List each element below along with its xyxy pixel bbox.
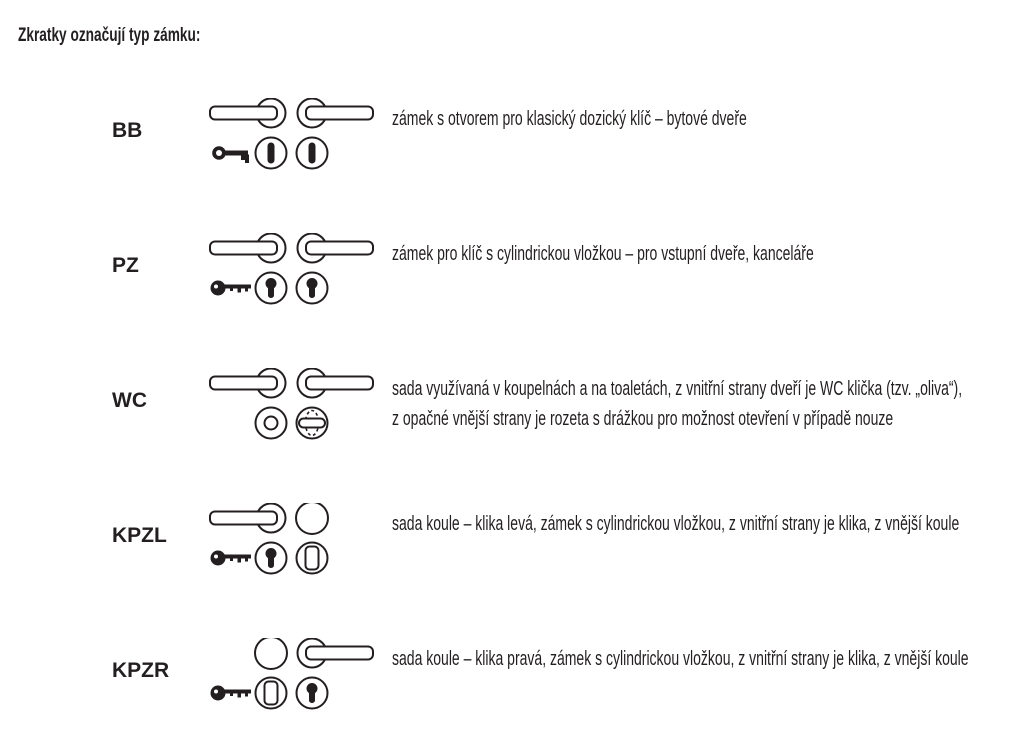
- lock-set-illustration-kpzl: [205, 503, 375, 577]
- cylinder-key-icon: [211, 281, 252, 296]
- lock-code: WC: [112, 389, 147, 412]
- lock-set-illustration-pz: [205, 233, 375, 307]
- cylinder-keyhole-rosette-icon: [256, 543, 287, 574]
- lever-handle-left-icon: [210, 504, 286, 533]
- lock-type-row-bb: [0, 90, 1011, 200]
- cylinder-keyhole-rosette-icon: [297, 273, 328, 304]
- lever-handle-right-icon: [298, 369, 374, 398]
- cylinder-key-icon: [211, 551, 252, 566]
- lever-handle-left-icon: [210, 369, 286, 398]
- lock-code: KPZR: [112, 659, 170, 682]
- lever-handle-right-icon: [298, 639, 374, 668]
- lock-set-illustration-wc: [205, 368, 375, 442]
- lock-description: [392, 239, 814, 269]
- description-line: zámek s otvorem pro klasický dozický klíč – bytové dveře: [392, 108, 747, 130]
- lock-description: [392, 509, 959, 539]
- description-line: sada koule – klika pravá, zámek s cylindrickou vložkou, z vnitřní strany je klika, z vnější koule: [392, 648, 969, 670]
- lock-type-row-wc: [0, 360, 1011, 470]
- description-line: z opačné vnější strany je rozeta s drážkou pro možnost otevření v případě nouze: [392, 408, 894, 430]
- lock-description: [392, 644, 969, 674]
- keyhole-slot-rosette-icon: [256, 138, 287, 169]
- lever-handle-right-icon: [298, 99, 374, 128]
- groove-rosette-icon: [256, 408, 287, 439]
- lever-handle-left-icon: [210, 234, 286, 263]
- lock-set-illustration-kpzr: [205, 638, 375, 712]
- lock-description: [392, 104, 747, 134]
- cylinder-keyhole-rosette-icon: [256, 273, 287, 304]
- blind-rosette-icon: [297, 543, 328, 574]
- lock-set-illustration-bb: [205, 98, 375, 172]
- wc-oliva-rosette-icon: [297, 408, 328, 439]
- description-line: sada koule – klika levá, zámek s cylindrickou vložkou, z vnitřní strany je klika, z vnější koule: [392, 513, 960, 535]
- lock-description: [392, 374, 962, 434]
- cylinder-key-icon: [211, 686, 252, 701]
- lock-type-row-kpzr: [0, 630, 1011, 732]
- keyhole-slot-rosette-icon: [297, 138, 328, 169]
- cylinder-keyhole-rosette-icon: [297, 678, 328, 709]
- door-knob-icon: [255, 638, 287, 669]
- description-line: zámek pro klíč s cylindrickou vložkou – pro vstupní dveře, kanceláře: [392, 243, 814, 265]
- lock-code: PZ: [112, 254, 139, 277]
- lock-type-row-kpzl: [0, 495, 1011, 605]
- lever-handle-right-icon: [298, 234, 374, 263]
- lock-code: KPZL: [112, 524, 167, 547]
- lever-handle-left-icon: [210, 99, 286, 128]
- lock-type-row-pz: [0, 225, 1011, 335]
- blind-rosette-icon: [256, 678, 287, 709]
- lock-code: BB: [112, 119, 143, 142]
- bit-key-icon: [212, 146, 249, 163]
- page-title: Zkratky označují typ zámku:: [18, 25, 201, 46]
- description-line: sada využívaná v koupelnách a na toaletách, z vnitřní strany dveří je WC klička (tzv. „oliva“),: [392, 378, 963, 400]
- door-knob-icon: [296, 503, 328, 534]
